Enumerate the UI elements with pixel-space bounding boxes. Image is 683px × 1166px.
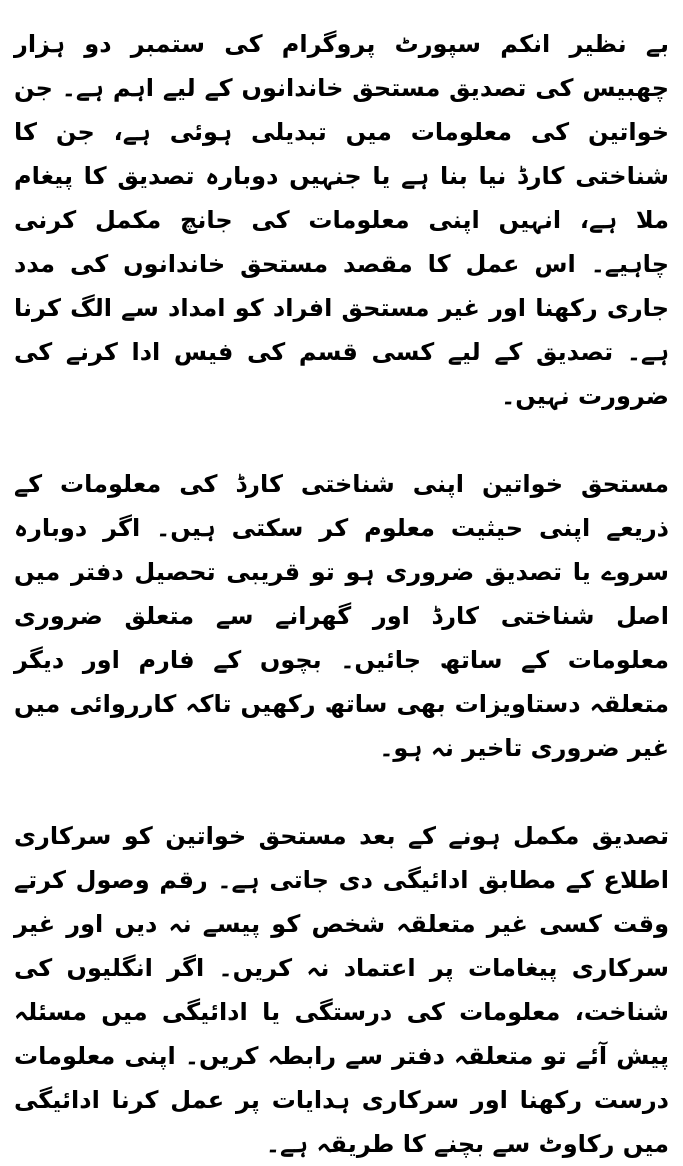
paragraph-payment-guidance: تصدیق مکمل ہونے کے بعد مستحق خواتین کو سرکاری اطلاع کے مطابق ادائیگی دی جاتی ہے۔ رقم وصول کرتے وقت کسی غیر متعلقہ شخص کو پیسے نہ دیں اور غیر سرکاری پیغامات پر اعتماد نہ کریں۔ اگر انگلیوں کی شناخت، معلومات کی درستگی یا ادائیگی میں مسئلہ پیش آئے تو متعلقہ دفتر سے رابطہ کریں۔ اپنی معلومات درست رکھنا اور سرکاری ہدایات پر عمل کرنا ادائیگی میں رکاوٹ سے بچنے کا طریقہ ہے۔ <box>14 822 669 1158</box>
paragraph-verification-intro: بے نظیر انکم سپورٹ پروگرام کی ستمبر دو ہزار چھبیس کی تصدیق مستحق خاندانوں کے لیے اہم ہے۔ جن خواتین کی معلومات میں تبدیلی ہوئی ہے، جن کا شناختی کارڈ نیا بنا ہے یا جنہیں دوبارہ تصدیق کا پیغام ملا ہے، انہیں اپنی معلومات کی جانچ مکمل کرنی چاہیے۔ اس عمل کا مقصد مستحق خاندانوں کی مدد جاری رکھنا اور غیر مستحق افراد کو امداد سے الگ کرنا ہے۔ تصدیق کے لیے کسی قسم کی فیس ادا کرنے کی ضرورت نہیں۔ <box>14 30 669 410</box>
paragraph-status-check: مستحق خواتین اپنی شناختی کارڈ کی معلومات کے ذریعے اپنی حیثیت معلوم کر سکتی ہیں۔ اگر دوبارہ سروے یا تصدیق ضروری ہو تو قریبی تحصیل دفتر میں اصل شناختی کارڈ اور گھرانے سے متعلق ضروری معلومات کے ساتھ جائیں۔ بچوں کے فارم اور دیگر متعلقہ دستاویزات بھی ساتھ رکھیں تاکہ کارروائی میں غیر ضروری تاخیر نہ ہو۔ <box>14 470 669 762</box>
